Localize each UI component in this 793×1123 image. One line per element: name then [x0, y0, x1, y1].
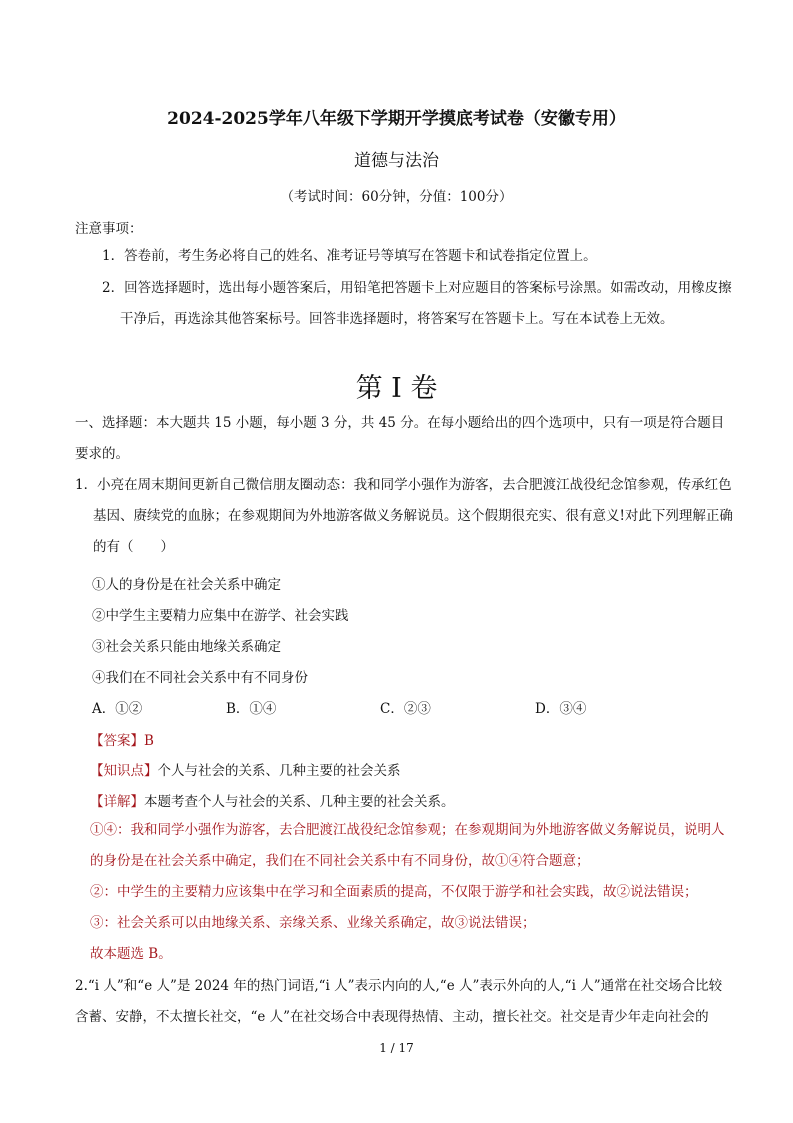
subject-title: 道德与法治 — [354, 151, 439, 171]
explanation-3: ③：社会关系可以由地缘关系、亲缘关系、业缘关系确定，故③说法错误； — [90, 915, 536, 931]
detail-line — [90, 790, 455, 810]
statement-4: ④我们在不同社会关系中有不同身份 — [92, 670, 308, 686]
statement-1: ①人的身份是在社会关系中确定 — [92, 577, 281, 593]
option-b: B．①④ — [226, 701, 277, 717]
volume-title: 第 I 卷 — [355, 373, 438, 404]
exam-title: 2024-2025学年八年级下学期开学摸底考试卷（安徽专用） — [167, 109, 626, 129]
knowledge-label: 【知识点】 — [90, 763, 158, 779]
notice-heading: 注意事项： — [75, 221, 143, 237]
detail-label: 【详解】 — [90, 794, 144, 810]
knowledge-value: 个人与社会的关系、几种主要的社会关系 — [157, 763, 401, 779]
explanation-1: ①④：我和同学小强作为游客，去合肥渡江战役纪念馆参观；在参观期间为外地游客做义务解说员，说明人的身份是在社会关系中确定，我们在不同社会关系中有不同身份，故①④符合题意； — [90, 822, 725, 869]
conclusion: 故本题选 B。 — [90, 946, 172, 962]
answer-line — [90, 729, 154, 749]
knowledge-line — [90, 759, 401, 779]
answer-label: 【答案】 — [90, 733, 144, 749]
statement-2: ②中学生主要精力应集中在游学、社会实践 — [92, 608, 349, 624]
question-1-stem: 1．小亮在周末期间更新自己微信朋友圈动态：我和同学小强作为游客，去合肥渡江战役纪念馆参观，传承红色基因、赓续党的血脉；在参观期间为外地游客做义务解说员。这个假期很充实、很有意义!对此下列理解正确的有（ ） — [75, 477, 733, 555]
question-2-stem: 2.“i 人”和“e 人”是 2024 年的热门词语,“i 人”表示内向的人,“e 人”表示外向的人,“i 人”通常在社交场合比较含蓄、安静，不太擅长社交，“e 人”在社交场合中表现得热情、主动，擅长社交。社交是青少年走向社会的 — [75, 978, 723, 1025]
notice-item-1: 1．答卷前，考生务必将自己的姓名、准考证号等填写在答题卡和试卷指定位置上。 — [102, 248, 597, 264]
answer-value: B — [144, 733, 154, 749]
detail-value: 本题考查个人与社会的关系、几种主要的社会关系。 — [144, 794, 455, 810]
notice-item-2: 2．回答选择题时，选出每小题答案后，用铅笔把答题卡上对应题目的答案标号涂黑。如需改动，用橡皮擦干净后，再选涂其他答案标号。回答非选择题时，将答案写在答题卡上。写在本试卷上无效。 — [102, 280, 732, 327]
option-a: A．①② — [92, 701, 143, 717]
statement-3: ③社会关系只能由地缘关系确定 — [92, 639, 281, 655]
page-number: 1 / 17 — [379, 1041, 414, 1055]
option-c: C．②③ — [380, 701, 431, 717]
exam-info: （考试时间：60分钟，分值：100分） — [280, 189, 513, 205]
option-d: D．③④ — [535, 701, 587, 717]
section-intro: 一、选择题：本大题共 15 小题，每小题 3 分，共 45 分。在每小题给出的四个选项中，只有一项是符合题目要求的。 — [75, 415, 725, 462]
explanation-block — [90, 815, 726, 970]
explanation-2: ②：中学生的主要精力应该集中在学习和全面素质的提高，不仅限于游学和社会实践，故②说法错误； — [90, 884, 698, 900]
